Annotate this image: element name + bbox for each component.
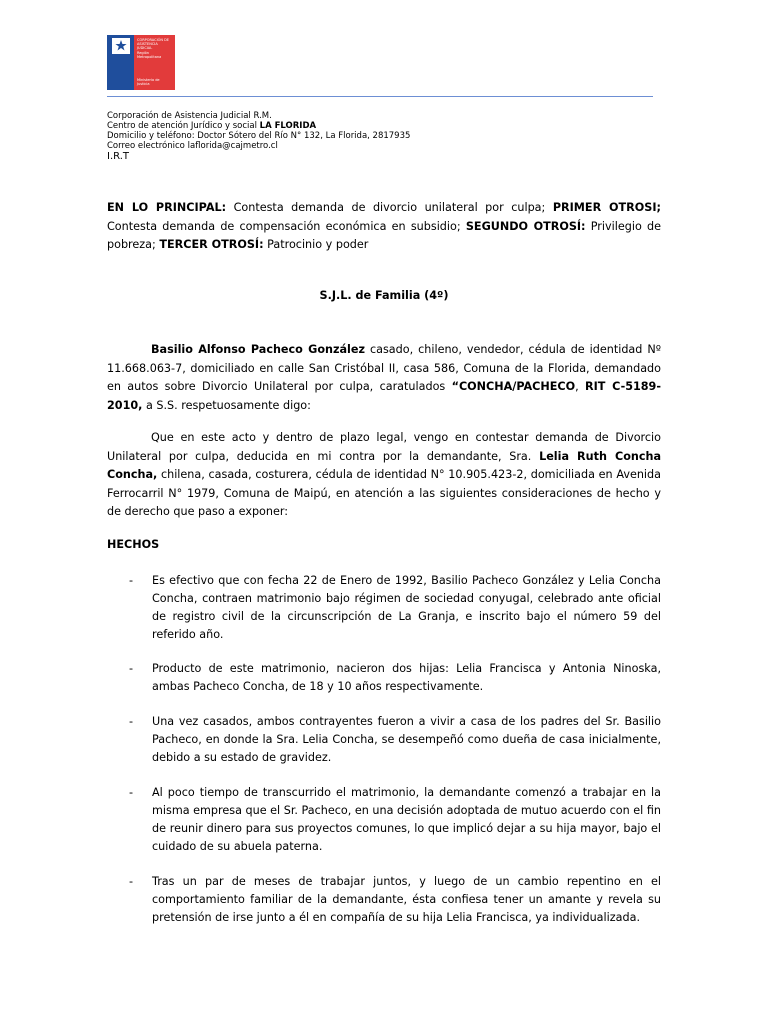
list-item: - Producto de este matrimonio, nacieron dos hijas: Lelia Francisca y Antonia Ninoska, ambas Pacheco Concha, de 18 y 10 años respectivamente. (129, 662, 661, 693)
intro-paragraph: Basilio Alfonso Pacheco González casado, chileno, vendedor, cédula de identidad Nº 11.668.063-7, domiciliado en calle San Cristóbal II, casa 586, Comuna de la Florida, demandado en autos sobre Divorcio Unilateral por culpa, caratulados “CONCHA/PACHECO, RIT C-5189-2010, a S.S. respetuosamente digo: (107, 343, 661, 412)
header-line-1: Corporación de Asistencia Judicial R.M. (107, 111, 272, 121)
section-heading-hechos: HECHOS (107, 538, 160, 551)
list-item: - Es efectivo que con fecha 22 de Enero de 1992, Basilio Pacheco González y Lelia Concha Concha, contraen matrimonio bajo régimen de sociedad conyugal, celebrado ante oficial de registro civil de la circunscripción de La Granja, e inscrito bajo el número 59 del referido año. (129, 574, 661, 641)
list-item: - Tras un par de meses de trabajar juntos, y luego de un cambio repentino en el comportamiento familiar de la demandante, ésta confiesa tener un amante y revela su pretensión de irse junto a él en compañía de su hija Lelia Francisca, ya individualizada. (129, 875, 661, 924)
court-title: S.J.L. de Familia (4º) (319, 289, 449, 302)
logo-text-bottom: Ministerio de Justicia (137, 77, 160, 86)
list-item: - Al poco tiempo de transcurrido el matrimonio, la demandante comenzó a trabajar en la misma empresa que el Sr. Pacheco, en una decisión adoptada de mutuo acuerdo con el fin de reunir dinero para sus proyectos comunes, lo que implicó dejar a su hija mayor, bajo el cuidado de su abuela paterna. (129, 786, 661, 853)
header-divider (107, 96, 653, 97)
sumilla: EN LO PRINCIPAL: Contesta demanda de divorcio unilateral por culpa; PRIMER OTROSI; Contesta demanda de compensación económica en subsidio; SEGUNDO OTROSÍ: Privilegio de pobreza; TERCER OTROSÍ: Patrocinio y poder (107, 201, 661, 251)
logo-text-top: CORPORACIÓN DE ASISTENCIA JUDICIAL Región Metropolitana (137, 38, 169, 59)
header-line-4: Correo electrónico laflorida@cajmetro.cl (107, 141, 278, 151)
list-item: - Una vez casados, ambos contrayentes fueron a vivir a casa de los padres del Sr. Basilio Pacheco, en donde la Sra. Lelia Concha, se desempeñó como dueña de casa inicialmente, debido a su estado de gravidez. (129, 715, 661, 764)
header-line-5: I.R.T (107, 151, 130, 162)
coat-of-arms-icon (107, 35, 134, 57)
institution-logo (107, 35, 175, 90)
header-line-3: Domicilio y teléfono: Doctor Sótero del Río N° 132, La Florida, 2817935 (107, 131, 411, 141)
office-header (107, 111, 410, 163)
response-paragraph: Que en este acto y dentro de plazo legal, vengo en contestar demanda de Divorcio Unilateral por culpa, deducida en mi contra por la demandante, Sra. Lelia Ruth Concha Concha, chilena, casada, costurera, cédula de identidad N° 10.905.423-2, domiciliada en Avenida Ferrocarril N° 1979, Comuna de Maipú, en atención a las siguientes consideraciones de hecho y de derecho que paso a exponer: (107, 431, 661, 518)
header-line-2: Centro de atención Jurídico y social LA FLORIDA (107, 121, 317, 131)
logo-blue-panel (107, 35, 134, 90)
logo-red-panel (134, 35, 175, 90)
